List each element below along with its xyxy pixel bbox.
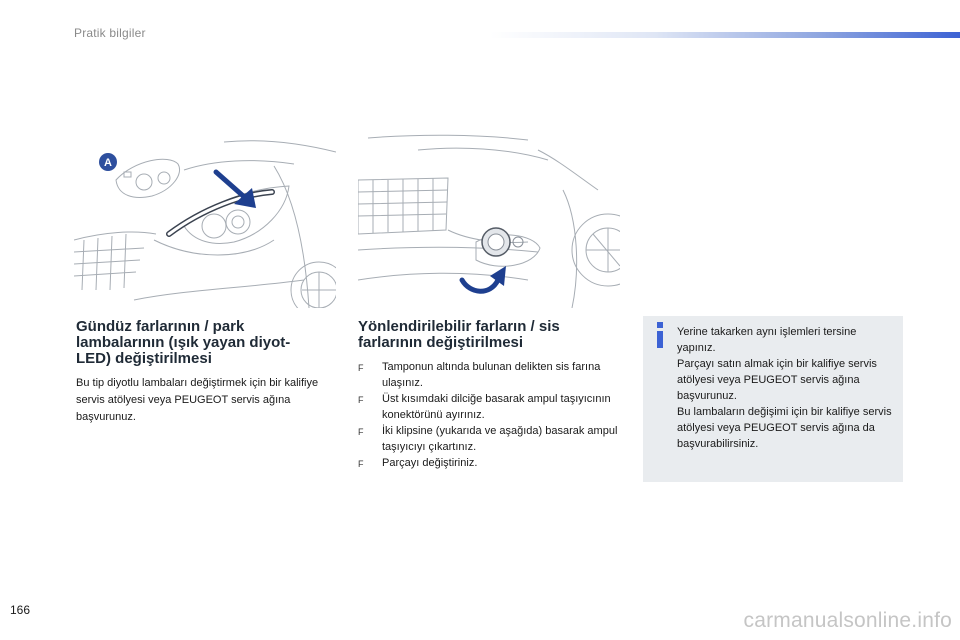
step-marker: F — [358, 459, 364, 469]
info-icon — [654, 322, 666, 348]
section-title-drl: Gündüz farlarının / park lambalarının (ışık yayan diyot-LED) değiştirilmesi — [76, 318, 291, 367]
step-text: Tamponun altında bulunan delikten sis farına ulaşınız. — [382, 361, 601, 389]
step-item — [358, 455, 620, 472]
fog-lamp-steps — [358, 359, 620, 472]
running-header: Pratik bilgiler — [74, 26, 146, 40]
step-text: Parçayı değiştiriniz. — [382, 457, 478, 469]
step-item — [358, 423, 620, 455]
header-gradient-bar — [490, 32, 960, 38]
callout-badge — [99, 153, 117, 171]
info-text — [677, 324, 892, 452]
step-item — [358, 391, 620, 423]
step-marker: F — [358, 395, 364, 405]
step-text: İki klipsine (yukarıda ve aşağıda) basarak ampul taşıyıcıyı çıkartınız. — [382, 425, 618, 453]
drl-illustration — [74, 130, 336, 308]
step-marker: F — [358, 363, 364, 373]
info-paragraph: Bu lambaların değişimi için bir kalifiye servis atölyesi veya PEUGEOT servis ağına da başvurabilirsiniz. — [677, 406, 892, 450]
page-number: 166 — [10, 603, 31, 617]
callout-label: A — [104, 157, 112, 169]
info-paragraph: Parçayı satın almak için bir kalifiye servis atölyesi veya PEUGEOT servis ağına başvurunuz. — [677, 358, 877, 402]
info-paragraph: Yerine takarken aynı işlemleri tersine yapınız. — [677, 326, 857, 354]
step-marker: F — [358, 427, 364, 437]
fog-lamp-illustration — [358, 130, 620, 308]
step-text: Üst kısımdaki dilciğe basarak ampul taşıyıcının konektörünü ayırınız. — [382, 393, 611, 421]
watermark: carmanualsonline.info — [743, 609, 952, 632]
fog-lamp-drawing — [358, 130, 620, 308]
rotate-arrow-icon — [462, 266, 506, 291]
drl-drawing — [74, 130, 336, 308]
section-title-fog-lamps: Yönlendirilebilir farların / sis farlarının değiştirilmesi — [358, 318, 560, 351]
step-item — [358, 359, 620, 391]
section-body-drl: Bu tip diyotlu lambaları değiştirmek için bir kalifiye servis atölyesi veya PEUGEOT servis ağına başvurunuz. — [76, 377, 319, 423]
